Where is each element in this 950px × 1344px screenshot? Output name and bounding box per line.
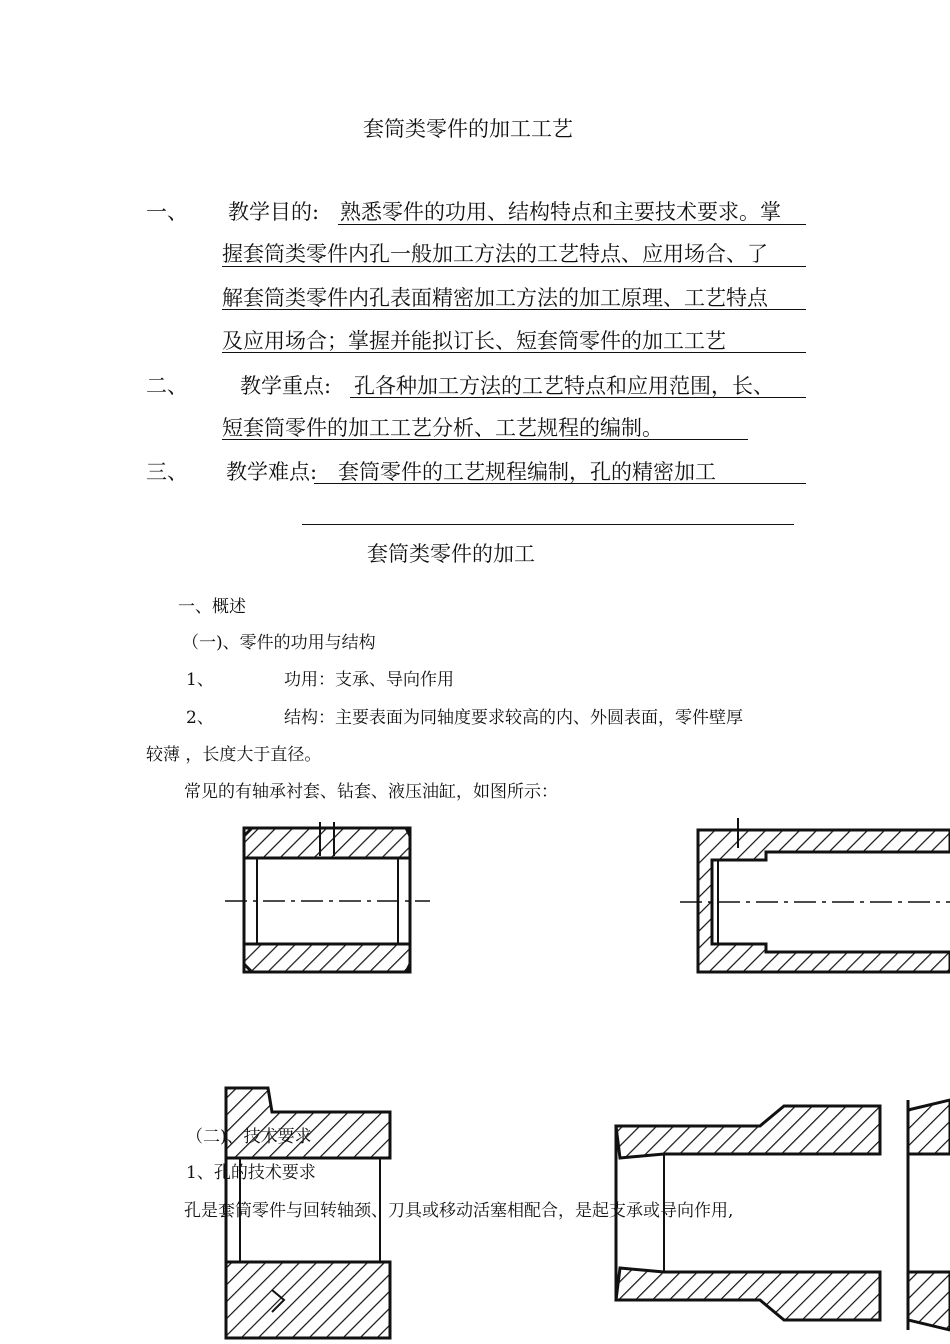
goal-1-number: 一、 (146, 200, 188, 224)
item-2-number: 2、 (186, 708, 214, 728)
underline (222, 352, 806, 353)
document-title: 套筒类零件的加工工艺 (363, 117, 573, 141)
underline (350, 397, 806, 398)
underline (222, 309, 806, 310)
goal-2-label: 教学重点: (240, 374, 332, 398)
common-examples-text: 常见的有轴承衬套、钻套、液压油缸，如图所示： (184, 782, 558, 802)
overview-heading: 一、概述 (178, 597, 246, 617)
subheading-technical-requirements: （二)、技术要求 (186, 1127, 312, 1147)
underline (338, 224, 806, 225)
goal-3-line-1: 套筒零件的工艺规程编制，孔的精密加工 (338, 460, 716, 484)
underline (222, 266, 806, 267)
item-1-number: 1、 (186, 670, 214, 690)
figure-drill-sleeve (680, 818, 950, 972)
goal-1-label: 教学目的: (228, 200, 320, 224)
goal-2-line-2: 短套筒零件的加工工艺分析、工艺规程的编制。 (222, 416, 663, 440)
figure-bushing (225, 822, 430, 972)
underline (222, 439, 748, 440)
goal-3-label: 教学难点: (226, 460, 318, 484)
item-1-text: 功用：支承、导向作用 (284, 670, 454, 690)
goal-1-line-1: 熟悉零件的功用、结构特点和主要技术要求。掌 (340, 200, 781, 224)
hole-requirements-text: 孔是套筒零件与回转轴颈、刀具或移动活塞相配合，是起支承或导向作用, (184, 1201, 734, 1221)
underline (314, 483, 806, 484)
goal-2-line-1: 孔各种加工方法的工艺特点和应用范围，长、 (354, 374, 774, 398)
item-2-continuation: 较薄 ，长度大于直径。 (146, 745, 322, 765)
goal-3-number: 三、 (146, 460, 188, 484)
goal-1-line-3: 解套筒类零件内孔表面精密加工方法的加工原理、工艺特点 (222, 286, 768, 310)
section-title: 套筒类零件的加工 (367, 542, 535, 566)
goal-1-line-4: 及应用场合；掌握并能拟订长、短套筒零件的加工工艺 (222, 329, 726, 353)
item-2-text: 结构：主要表面为同轴度要求较高的内、外圆表面，零件壁厚 (284, 708, 743, 728)
subheading-function-structure: （一)、零件的功用与结构 (182, 633, 376, 653)
section-rule (302, 524, 794, 525)
goal-1-line-2: 握套筒类零件内孔一般加工方法的工艺特点、应用场合、了 (222, 242, 768, 266)
goal-2-number: 二、 (146, 374, 188, 398)
hole-requirements-heading: 1、孔的技术要求 (186, 1163, 316, 1183)
